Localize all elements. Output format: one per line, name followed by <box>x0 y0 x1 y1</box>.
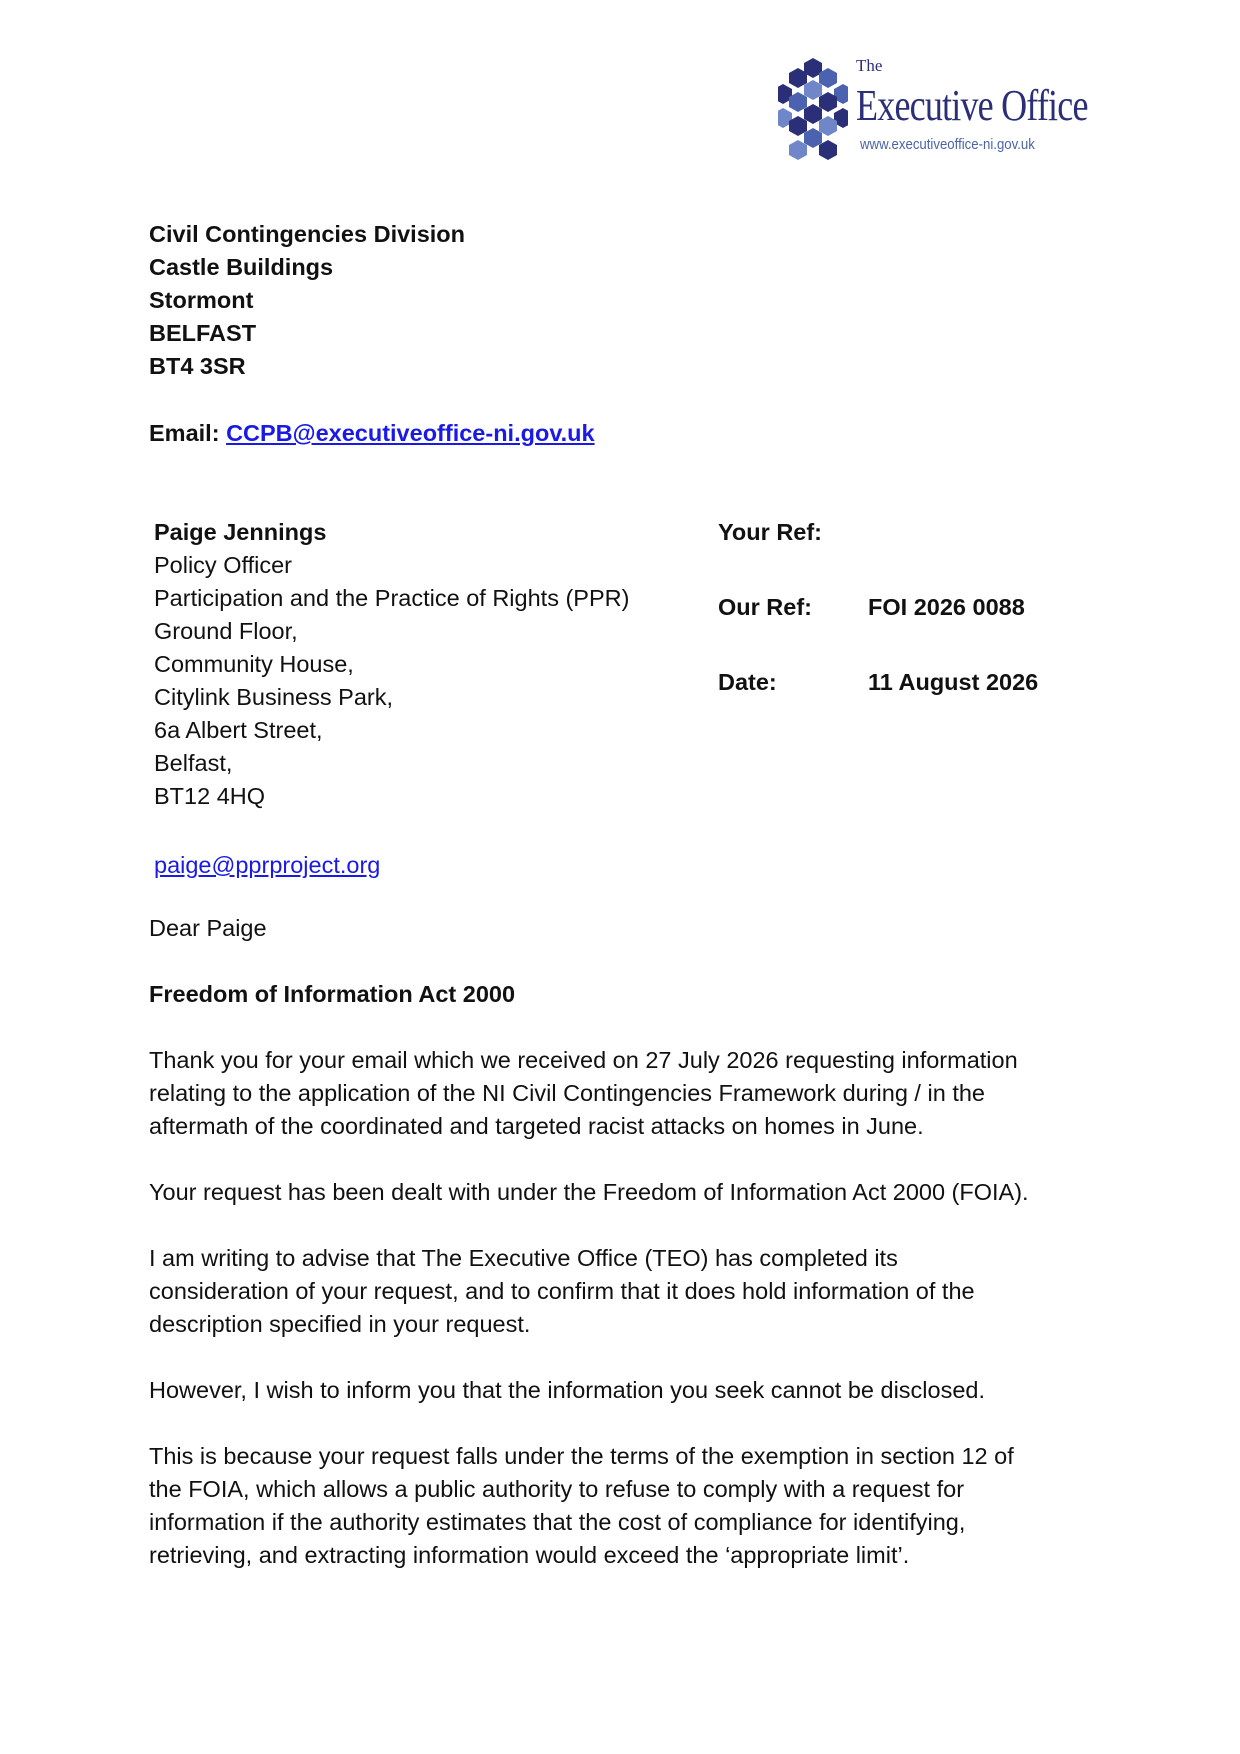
recipient-name: Paige Jennings <box>154 519 327 545</box>
body-paragraph <box>149 1044 1109 1143</box>
executive-office-logo <box>778 52 1098 162</box>
sender-email-label: Email: <box>149 420 227 446</box>
date-label: Date: <box>718 669 777 695</box>
recipient-email-line <box>154 849 380 882</box>
our-ref-label: Our Ref: <box>718 594 812 620</box>
paragraph-line: retrieving, and extracting information would exceed the ‘appropriate limit’. <box>149 1542 910 1568</box>
our-ref-value: FOI 2026 0088 <box>868 594 1025 620</box>
paragraph-line: aftermath of the coordinated and targeted racist attacks on homes in June. <box>149 1113 924 1139</box>
recipient-line: Belfast, <box>154 750 233 776</box>
recipient-line: BT12 4HQ <box>154 783 266 809</box>
logo-url-text: www.executiveoffice-ni.gov.uk <box>860 136 1035 153</box>
sender-email-link[interactable]: CCPB@executiveoffice-ni.gov.uk <box>226 420 595 446</box>
recipient-address <box>154 516 629 813</box>
body-paragraph <box>149 1242 1109 1341</box>
body-paragraph <box>149 1440 1109 1572</box>
date-value: 11 August 2026 <box>868 669 1039 695</box>
recipient-line: Participation and the Practice of Rights (PPR) <box>154 585 630 611</box>
recipient-line: Community House, <box>154 651 354 677</box>
paragraph-line: relating to the application of the NI Civil Contingencies Framework during / in the <box>149 1080 985 1106</box>
sender-line: BELFAST <box>149 320 257 346</box>
hexagon-cluster-icon <box>778 56 848 160</box>
your-ref-label: Your Ref: <box>718 519 823 545</box>
paragraph-line: consideration of your request, and to confirm that it does hold information of the <box>149 1278 975 1304</box>
body-paragraph <box>149 1176 1109 1209</box>
paragraph-line: However, I wish to inform you that the information you seek cannot be disclosed. <box>149 1377 985 1403</box>
sender-line: Stormont <box>149 287 254 313</box>
body-paragraph <box>149 1374 1109 1407</box>
paragraph-line: I am writing to advise that The Executive Office (TEO) has completed its <box>149 1245 898 1271</box>
paragraph-line: Your request has been dealt with under the Freedom of Information Act 2000 (FOIA). <box>149 1179 1029 1205</box>
recipient-line: Policy Officer <box>154 552 292 578</box>
paragraph-line: information if the authority estimates that the cost of compliance for identifying, <box>149 1509 966 1535</box>
recipient-email-link[interactable]: paige@pprproject.org <box>154 852 381 878</box>
paragraph-line: the FOIA, which allows a public authority to refuse to comply with a request for <box>149 1476 965 1502</box>
sender-address <box>149 218 465 383</box>
paragraph-line: This is because your request falls under the terms of the exemption in section 12 of <box>149 1443 1014 1469</box>
sender-email-line <box>149 417 595 450</box>
sender-line: Civil Contingencies Division <box>149 221 465 247</box>
sender-line: Castle Buildings <box>149 254 334 280</box>
paragraph-line: description specified in your request. <box>149 1311 531 1337</box>
sender-line: BT4 3SR <box>149 353 246 379</box>
recipient-line: Citylink Business Park, <box>154 684 393 710</box>
letter-subject: Freedom of Information Act 2000 <box>149 981 516 1007</box>
recipient-line: 6a Albert Street, <box>154 717 323 743</box>
recipient-line: Ground Floor, <box>154 618 298 644</box>
logo-name-text: Executive Office <box>856 81 1088 130</box>
paragraph-line: Thank you for your email which we received on 27 July 2026 requesting information <box>149 1047 1018 1073</box>
logo-the-text: The <box>856 56 883 75</box>
salutation: Dear Paige <box>149 915 267 941</box>
